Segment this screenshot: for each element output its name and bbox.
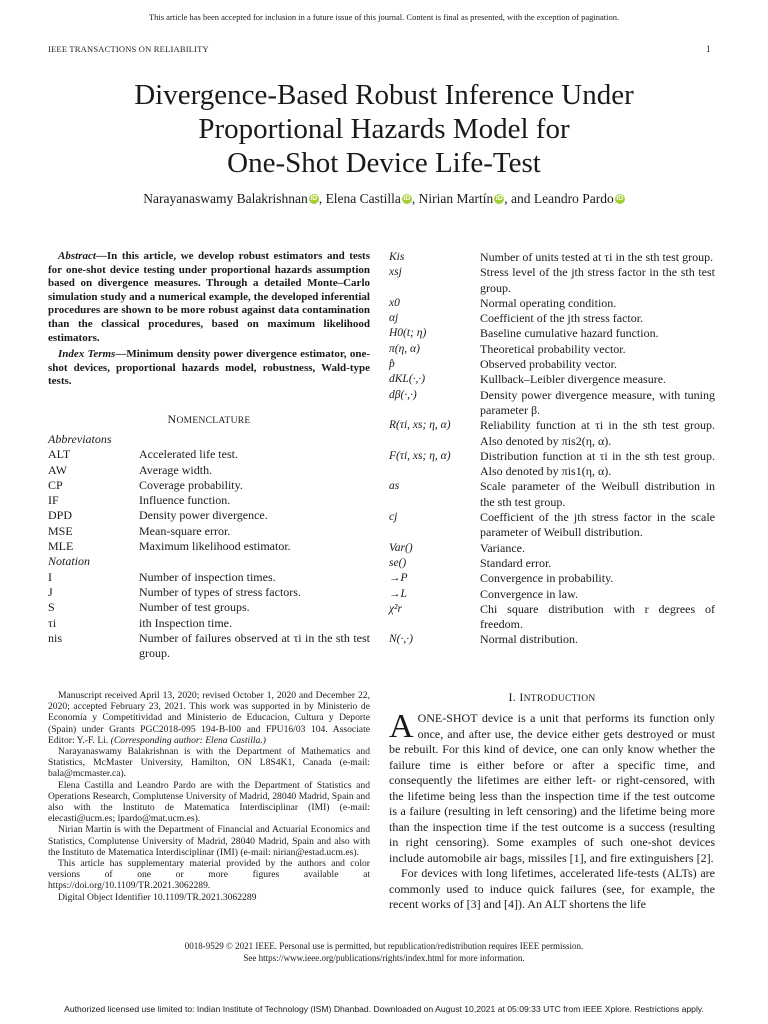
index-terms-label: Index Terms xyxy=(58,348,116,360)
author-4: , and Leandro Pardo xyxy=(504,191,614,206)
nomenclature-row xyxy=(48,600,370,615)
nomenclature-definition: Average width. xyxy=(139,462,213,477)
nomenclature-row xyxy=(389,388,715,419)
nomenclature-definition: Influence function. xyxy=(139,493,231,508)
intro-paragraph-2: For devices with long lifetimes, accelerated life-tests (ALTs) are commonly used to induce quick failures (see, for example, the recent works of [3] and [4]). An ALT shortens the life xyxy=(389,866,715,911)
nomenclature-symbol: AW xyxy=(48,462,68,477)
nomenclature-left xyxy=(48,432,370,661)
nomenclature-definition: Theoretical probability vector. xyxy=(480,341,626,356)
nomenclature-symbol: dKL(·,·) xyxy=(389,373,426,386)
nomenclature-definition: ith Inspection time. xyxy=(139,615,232,630)
nomenclature-row xyxy=(48,508,370,523)
nomenclature-symbol: Var() xyxy=(389,541,413,554)
nomenclature-symbol: I xyxy=(48,569,52,584)
nomenclature-row xyxy=(389,311,715,326)
index-terms-text: —Minimum density power divergence estimator, one-shot devices, proportional hazards model, robustness, Wald-type tests. xyxy=(48,348,370,388)
page-number: 1 xyxy=(706,44,711,54)
introduction-body xyxy=(389,708,715,913)
nomenclature-symbol: R(τi, xs; η, α) xyxy=(389,419,451,432)
nomenclature-symbol: →L xyxy=(389,587,407,600)
nomenclature-row xyxy=(48,570,370,585)
nomenclature-symbol: MLE xyxy=(48,539,74,554)
nomenclature-row xyxy=(48,463,370,478)
nomenclature-row xyxy=(389,418,715,449)
notation-subheading: Notation xyxy=(48,554,91,569)
nomenclature-symbol: N(·,·) xyxy=(389,633,413,646)
notation-list xyxy=(48,570,370,662)
nomenclature-definition: Number of types of stress factors. xyxy=(139,584,301,599)
nomenclature-heading: NOMENCLATURE xyxy=(167,412,251,426)
index-terms xyxy=(48,348,370,389)
nomenclature-definition: Density power divergence measure, with tuning parameter β. xyxy=(480,387,715,417)
orcid-icon[interactable]: iD xyxy=(403,195,411,202)
footnote: Elena Castilla and Leandro Pardo are with the Department of Statistics and Operations Research, Complutense University of Madrid, 28040 Madrid, Spain and also with the Instituto de Matematica Interdisciplinar (IMI) (e-mail: elecasti@ucm.es; lpardo@mat.ucm.es). xyxy=(48,779,370,825)
nomenclature-symbol: se() xyxy=(389,556,407,569)
introduction-heading: I. INTRODUCTION xyxy=(508,690,596,704)
nomenclature-symbol: χ²r xyxy=(389,602,402,615)
nomenclature-symbol: CP xyxy=(48,477,63,492)
copyright-line-1: 0018-9529 © 2021 IEEE. Personal use is permitted, but republication/redistribution requires IEEE permission. xyxy=(184,941,584,951)
orcid-icon[interactable]: iD xyxy=(495,195,503,202)
nomenclature-symbol: as xyxy=(389,480,400,493)
nomenclature-definition: Normal distribution. xyxy=(480,632,578,647)
nomenclature-row xyxy=(389,296,715,311)
nomenclature-symbol: x0 xyxy=(389,296,400,309)
nomenclature-row xyxy=(48,524,370,539)
nomenclature-symbol: π(η, α) xyxy=(389,342,420,355)
nomenclature-row xyxy=(389,602,715,633)
copyright-line-2: See https://www.ieee.org/publications/rights/index.html for more information. xyxy=(243,953,525,963)
abbreviations-subheading: Abbreviatons xyxy=(48,432,112,446)
abbreviation-list xyxy=(48,447,370,554)
abstract-text: —In this article, we develop robust estimators and tests for one-shot device testing under proportional hazards assumption based on divergence measures. Through a detailed Monte–Carlo simulation study and a numerical example, the developed inferential procedures are shown to be more robust against data contamination than the classical procedures, based on maximum likelihood estimators. xyxy=(48,250,370,344)
footnote: Digital Object Identifier 10.1109/TR.2021.3062289 xyxy=(58,891,257,903)
nomenclature-definition: Coverage probability. xyxy=(139,477,243,492)
nomenclature-right xyxy=(389,250,715,648)
nomenclature-definition: Number of test groups. xyxy=(139,600,250,615)
author-1: Narayanaswamy Balakrishnan xyxy=(143,191,308,206)
nomenclature-row xyxy=(48,585,370,600)
nomenclature-symbol: dβ(·,·) xyxy=(389,388,417,401)
paper-title xyxy=(40,78,728,180)
nomenclature-definition: Convergence in law. xyxy=(480,586,578,601)
abstract xyxy=(48,250,370,345)
abstract-label: Abstract xyxy=(58,250,96,262)
nomenclature-row xyxy=(389,479,715,510)
nomenclature-symbol: J xyxy=(48,584,53,599)
nomenclature-row xyxy=(389,541,715,556)
nomenclature-symbol: nis xyxy=(48,630,63,645)
nomenclature-definition: Density power divergence. xyxy=(139,508,268,523)
footnote: Manuscript received April 13, 2020; revised October 1, 2020 and December 22, 2020; accepted February 23, 2021. This work was supported in by Ministerio de Economía y Competitividad and Ministerio de Educacion, Cultura y Deporte (Spain) under Grants PGC2018-095 194-B-I00 and FPU16/03 104. Associate Editor: Y.-F. Li. (Corresponding author: Elena Castilla.) xyxy=(48,690,370,746)
nomenclature-symbol: H0(t; η) xyxy=(389,327,427,340)
nomenclature-row xyxy=(389,357,715,372)
nomenclature-row xyxy=(389,326,715,341)
nomenclature-definition: Coefficient of the jth stress factor. xyxy=(480,311,644,326)
nomenclature-definition: Baseline cumulative hazard function. xyxy=(480,326,659,341)
nomenclature-definition: Maximum likelihood estimator. xyxy=(139,539,291,554)
footnote: Narayanaswamy Balakrishnan is with the Department of Mathematics and Statistics, McMaster University, Hamilton, ON L8S4K1, Canada (e-mail: bala@mcmaster.ca). xyxy=(48,746,370,780)
nomenclature-symbol: DPD xyxy=(48,508,73,523)
footnote: This article has supplementary material provided by the authors and color versions of one or more figures available at https://doi.org/10.1109/TR.2021.3062289. xyxy=(48,858,370,892)
nomenclature-definition: Standard error. xyxy=(480,555,552,570)
nomenclature-symbol: αj xyxy=(389,312,399,325)
nomenclature-definition: Number of failures observed at τi in the sth test group. xyxy=(139,630,370,661)
title-line-2: Proportional Hazards Model for xyxy=(198,113,570,145)
nomenclature-row xyxy=(389,556,715,571)
author-2: , Elena Castilla xyxy=(318,191,401,206)
nomenclature-row xyxy=(389,510,715,541)
nomenclature-row xyxy=(48,539,370,554)
nomenclature-row xyxy=(389,342,715,357)
orcid-icon[interactable]: iD xyxy=(310,195,318,202)
nomenclature-definition: Accelerated life test. xyxy=(139,447,238,462)
nomenclature-definition: Coefficient of the jth stress factor in the scale parameter of Weibull distribution. xyxy=(480,510,715,540)
author-list xyxy=(40,191,728,207)
nomenclature-symbol: S xyxy=(48,600,55,615)
nomenclature-row xyxy=(48,478,370,493)
license-notice: Authorized licensed use limited to: Indian Institute of Technology (ISM) Dhanbad. Downloaded on August 10,2021 at 05:09:33 UTC from IEEE Xplore. Restrictions apply. xyxy=(64,1004,704,1014)
nomenclature-symbol: τi xyxy=(48,615,57,630)
intro-paragraph-1: AONE-SHOT device is a unit that performs its function only once, and after use, the device either gets destroyed or must be rebuilt. For this kind of device, one can only know whether the failure time is either before or after a specific time, and consequently the lifetimes are either left- or right-censored, with the lifetime being less than the inspection time if the test outcome is a failure (resulting in left censoring) and the lifetime being more than the inspection time if the test outcome is a success (resulting in right censoring). Some examples of such one-shot devices include automobile air bags, missiles [1], and fire extinguishers [2]. xyxy=(389,708,715,865)
orcid-icon[interactable]: iD xyxy=(616,195,624,202)
nomenclature-definition: Observed probability vector. xyxy=(480,357,617,372)
nomenclature-symbol: Kis xyxy=(389,251,405,263)
nomenclature-definition: Normal operating condition. xyxy=(480,295,617,310)
drop-cap: A xyxy=(389,708,414,745)
footnotes xyxy=(48,690,370,903)
author-3: , Nirian Martín xyxy=(411,191,494,206)
nomenclature-symbol: ALT xyxy=(48,447,71,462)
nomenclature-definition: Convergence in probability. xyxy=(480,571,614,586)
nomenclature-row xyxy=(389,587,715,602)
nomenclature-row xyxy=(389,372,715,387)
nomenclature-row xyxy=(389,571,715,586)
nomenclature-definition: Distribution function at τi in the sth test group. Also denoted by πis1(η, α). xyxy=(480,448,715,479)
nomenclature-row xyxy=(389,265,715,296)
title-line-1: Divergence-Based Robust Inference Under xyxy=(134,79,634,111)
nomenclature-symbol: p̂ xyxy=(389,358,395,371)
nomenclature-definition: Variance. xyxy=(480,540,525,555)
nomenclature-row xyxy=(48,631,370,662)
nomenclature-row xyxy=(48,447,370,462)
nomenclature-row xyxy=(389,632,715,647)
footnote: Nirian Martín is with the Department of Financial and Actuarial Economics and Statistics, Complutense University of Madrid, 28040 Madrid, Spain and also with the Instituto de Matematica Interdisciplinar (IMI) (e-mail: nirian@estad.ucm.es). xyxy=(48,824,370,858)
journal-name: IEEE TRANSACTIONS ON RELIABILITY xyxy=(48,44,209,54)
nomenclature-row xyxy=(48,493,370,508)
nomenclature-definition: Number of units tested at τi in the sth test group. xyxy=(480,250,714,264)
nomenclature-definition: Reliability function at τi in the sth test group. Also denoted by πis2(η, α). xyxy=(480,418,715,448)
nomenclature-definition: Number of inspection times. xyxy=(139,569,276,584)
nomenclature-symbol: xsj xyxy=(389,266,402,279)
nomenclature-definition: Stress level of the jth stress factor in the sth test group. xyxy=(480,265,715,295)
nomenclature-row xyxy=(389,250,715,265)
nomenclature-definition: Kullback–Leibler divergence measure. xyxy=(480,372,667,387)
nomenclature-symbol: IF xyxy=(48,493,59,508)
nomenclature-row xyxy=(48,616,370,631)
nomenclature-symbol: →P xyxy=(389,572,408,585)
nomenclature-row xyxy=(389,449,715,480)
nomenclature-definition: Mean-square error. xyxy=(139,523,231,538)
nomenclature-symbol: cj xyxy=(389,511,398,524)
copyright-notice xyxy=(40,940,728,964)
top-notice: This article has been accepted for inclusion in a future issue of this journal. Content is final as presented, with the exception of pagination. xyxy=(148,12,620,22)
nomenclature-definition: Chi square distribution with r degrees of freedom. xyxy=(480,601,715,632)
title-line-3: One-Shot Device Life-Test xyxy=(227,147,541,179)
nomenclature-symbol: F(τi, xs; η, α) xyxy=(389,449,451,462)
nomenclature-symbol: MSE xyxy=(48,523,73,538)
nomenclature-definition: Scale parameter of the Weibull distribution in the sth test group. xyxy=(480,479,715,509)
